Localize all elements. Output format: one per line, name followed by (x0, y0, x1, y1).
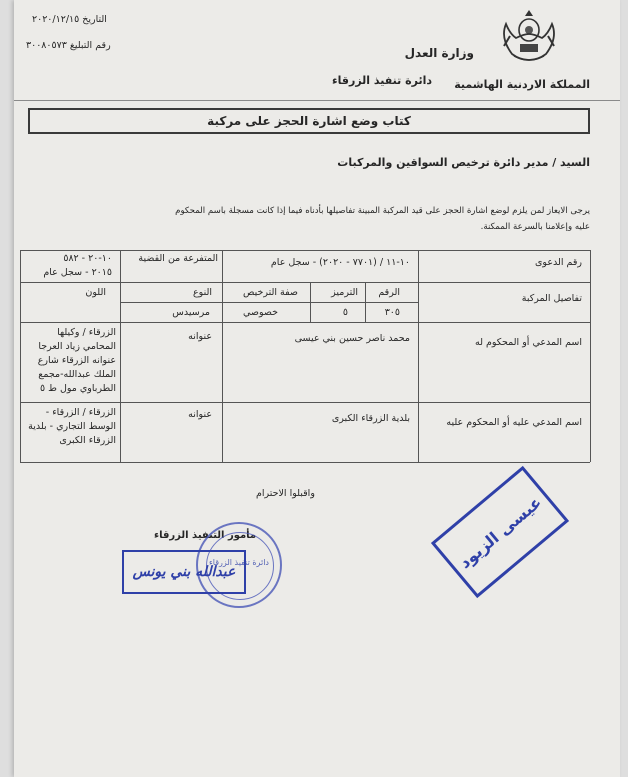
plaintiff-address-line-1: الزرقاء / وكيلها (57, 327, 116, 338)
signature-title: مأمور التنفيذ الزرقاء (154, 530, 257, 541)
document-date: التاريخ ٢٠٢٠/١٢/١٥ (32, 14, 107, 25)
case-details-table (20, 250, 590, 466)
plaintiff-address-label: عنوانه (188, 331, 212, 342)
closing-line: واقبلوا الاحترام (256, 488, 315, 499)
defendant-address-label: عنوانه (188, 409, 212, 420)
plaintiff-label: اسم المدعي أو المحكوم له (474, 337, 582, 348)
addressee-line: السيد / مدير دائرة ترخيص السواقين والمركبات (337, 156, 590, 169)
defendant-address-line-2: الوسط التجاري - بلدية (28, 421, 116, 432)
case-number-label: رقم الدعوى (534, 257, 582, 268)
plaintiff-address-line-5: الطرباوي مول ط ٥ (40, 383, 116, 394)
plaintiff-address-line-3: عنوانه الزرقاء شارع (37, 355, 116, 366)
plaintiff-name: محمد ناصر حسين بني عيسى (294, 333, 410, 344)
derived-case-value-2: ٢٠١٥ - سجل عام (43, 267, 112, 278)
derived-case-label: المتفرعة من القضية (138, 253, 218, 264)
jordan-coat-of-arms-emblem (496, 6, 562, 66)
kingdom-name: المملكة الاردنية الهاشمية (454, 78, 590, 91)
defendant-address-line-1: الزرقاء / الزرقاء - (45, 407, 116, 418)
stamp-name: عيسى الزيود (455, 492, 545, 572)
vehicle-number-header: الرقم (378, 287, 400, 298)
defendant-label: اسم المدعي عليه أو المحكوم عليه (446, 417, 582, 428)
vehicle-code-value: ٥ (342, 307, 348, 318)
derived-case-value-1: ١٠-٢٠ - ٥٨٢ (63, 253, 112, 264)
signature-name: عبدالله بني يونس (132, 564, 236, 580)
case-number-value: ١٠-١١ / (٧٧٠١ - ٢٠٢٠) - سجل عام (270, 257, 410, 268)
license-type-header: صفة الترخيص (242, 287, 298, 298)
vehicle-number-value: ٣٠٥ (384, 307, 400, 318)
plaintiff-address-line-4: الملك عبدالله-مجمع (38, 369, 116, 380)
tilted-name-stamp (431, 466, 569, 598)
vehicle-color-header: اللون (85, 287, 106, 298)
defendant-address-line-3: الزرقاء الكبرى (59, 435, 116, 446)
signature-name-box (122, 550, 246, 594)
notice-number: رقم التبليغ ٣٠٠٨٠٥٧٣ (26, 40, 111, 51)
body-paragraph-line-1: يرجى الايعاز لمن يلزم لوضع اشارة الحجز على قيد المركبة المبينة تفاصيلها بأدناه فيما إذا كانت مسجلة باسم المحكوم (175, 206, 590, 216)
license-type-value: خصوصي (242, 307, 278, 318)
ministry-name: وزارة العدل (404, 46, 474, 60)
department-name: دائرة تنفيذ الزرقاء (332, 74, 432, 87)
body-paragraph-line-2: عليه وإعلامنا بالسرعة الممكنة. (480, 222, 590, 232)
header-divider (14, 100, 620, 101)
defendant-name: بلدية الزرقاء الكبرى (331, 413, 410, 424)
vehicle-type-value: مرسيدس (172, 307, 210, 318)
vehicle-code-header: الترميز (331, 287, 358, 298)
round-stamp-text: دائرة تنفيذ الزرقاء (209, 558, 269, 567)
document-page (14, 0, 620, 777)
vehicle-details-label: تفاصيل المركبة (521, 293, 582, 304)
subject-title: كتاب وضع اشارة الحجز على مركبة (28, 108, 590, 134)
vehicle-type-header: النوع (193, 287, 212, 298)
plaintiff-address-line-2: المحامي زياد العرجا (38, 341, 116, 352)
